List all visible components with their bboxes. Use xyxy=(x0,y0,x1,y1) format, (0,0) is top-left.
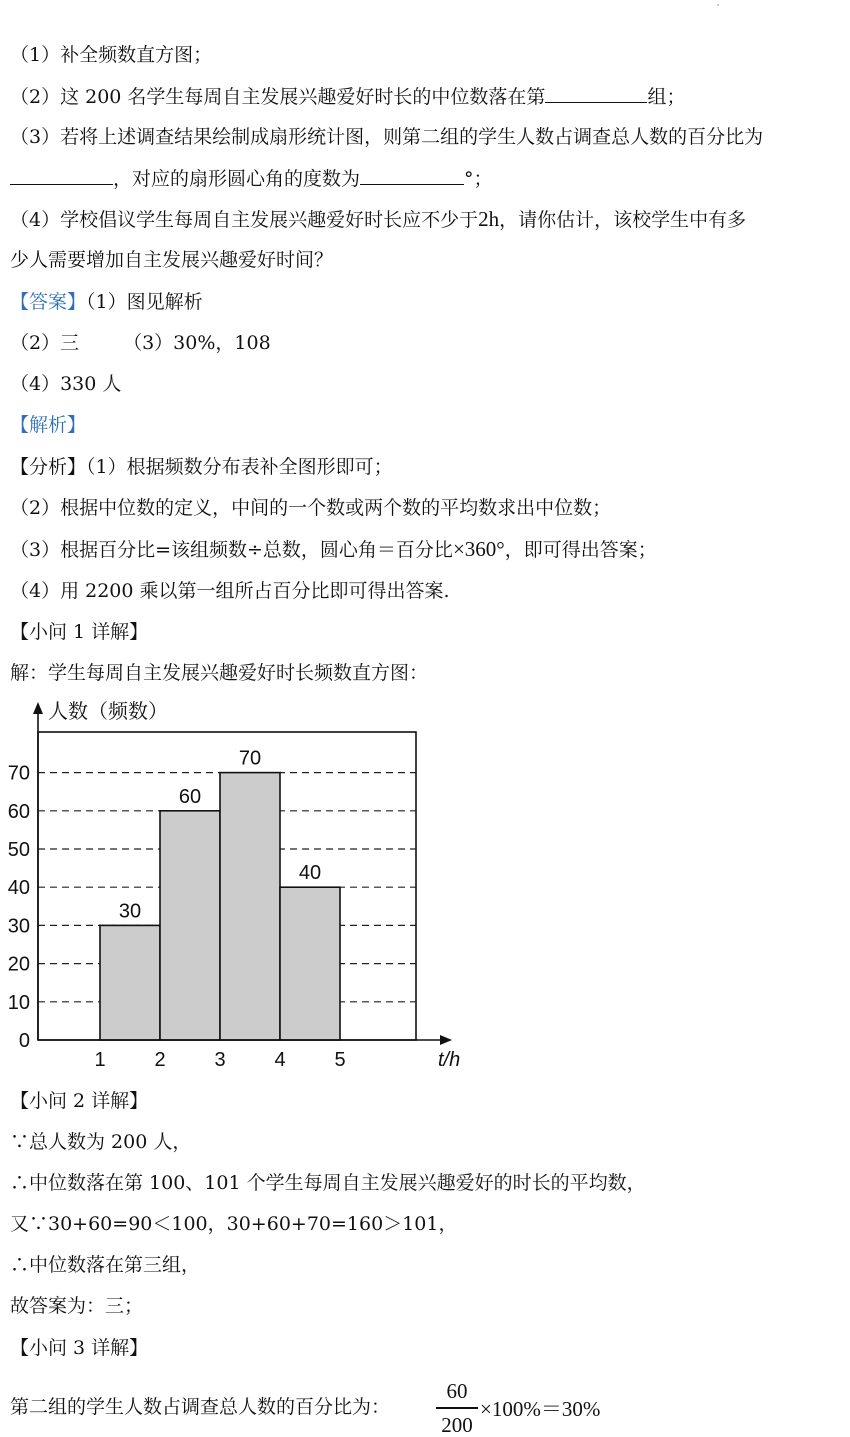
scan-speck xyxy=(717,4,719,6)
detail2-heading: 【小问 2 详解】 xyxy=(10,1090,149,1112)
y-axis-label: 人数（频数） xyxy=(48,701,168,723)
analysis-line3-text: （3）根据百分比=该组频数÷总数，圆心角＝百分比 xyxy=(10,539,453,561)
fraction xyxy=(436,1379,478,1437)
question-2-text: （2）这 200 名学生每周自主发展兴趣爱好时长的中位数落在第 xyxy=(10,86,546,108)
answer-line1 xyxy=(10,290,203,314)
y-tick-label: 50 xyxy=(7,839,30,861)
analysis-tag: 【解析】 xyxy=(10,414,87,436)
answer-4: （4）330 人 xyxy=(10,373,122,395)
question-3-line2 xyxy=(10,166,493,191)
x-axis-label: t/h xyxy=(438,1049,461,1071)
detail2-line3: 又∵30+60=90＜100，30+60+70=160＞101， xyxy=(10,1213,458,1235)
answer-1: （1）图见解析 xyxy=(86,291,203,313)
fraction-denominator: 200 xyxy=(441,1412,473,1437)
y-tick-label: 10 xyxy=(7,991,30,1014)
answer-blank-percent xyxy=(10,166,113,185)
analysis-line3-math: ×360° xyxy=(452,537,505,561)
y-tick-label: 0 xyxy=(18,1030,30,1052)
question-4-text: （4）学校倡议学生每周自主发展兴趣爱好时长应不少于 xyxy=(10,209,479,231)
fraction-numerator: 60 xyxy=(446,1379,468,1403)
bar-value-label: 30 xyxy=(118,900,142,923)
bar-3 xyxy=(220,773,280,1040)
answer-line2 xyxy=(10,331,271,355)
y-axis-arrow xyxy=(33,702,43,714)
detail3-text: 第二组的学生人数占调查总人数的百分比为： xyxy=(10,1396,391,1418)
analysis-line3 xyxy=(10,537,657,562)
question-2-suffix: 组； xyxy=(647,86,686,108)
y-tick-label: 20 xyxy=(7,953,30,976)
analysis-line2: （2）根据中位数的定义，中间的一个数或两个数的平均数求出中位数； xyxy=(10,497,612,519)
question-4-unit: 2h xyxy=(478,207,500,231)
x-axis-arrow xyxy=(440,1035,452,1045)
detail2-line5: 故答案为：三； xyxy=(10,1295,144,1317)
bar-1 xyxy=(100,925,160,1040)
detail2-line1: ∵总人数为 200 人， xyxy=(10,1131,192,1153)
question-4-rest: ，请你估计，该校学生中有多 xyxy=(499,209,747,231)
answer-2: （2）三 xyxy=(10,332,80,354)
detail2-line2: ∴中位数落在第 100、101 个学生每周自主发展兴趣爱好的时长的平均数， xyxy=(10,1172,646,1194)
answer-blank-degree xyxy=(360,166,464,185)
y-tick-label: 60 xyxy=(7,800,30,823)
bar-2 xyxy=(160,811,220,1040)
y-tick-label: 70 xyxy=(7,762,30,785)
detail1-heading: 【小问 1 详解】 xyxy=(10,621,149,643)
analysis-line1 xyxy=(10,455,393,479)
analysis-line4: （4）用 2200 乘以第一组所占百分比即可得出答案. xyxy=(10,580,450,602)
bar-value-label: 60 xyxy=(178,785,202,808)
histogram-chart xyxy=(0,694,480,1078)
detail2-line4: ∴中位数落在第三组， xyxy=(10,1254,201,1276)
bar-value-label: 70 xyxy=(238,747,262,770)
question-3-end: °； xyxy=(464,168,493,190)
analysis-fenxi-1: （1）根据频数分布表补全图形即可； xyxy=(86,456,393,478)
analysis-fenxi-tag: 【分析】 xyxy=(10,456,87,478)
x-tick-label: 4 xyxy=(274,1049,286,1071)
bar-4 xyxy=(280,887,340,1040)
y-tick-label: 30 xyxy=(7,915,30,938)
question-1: （1）补全频数直方图； xyxy=(10,44,213,66)
bar-value-label: 40 xyxy=(298,862,322,885)
answer-3: （3）30%，108 xyxy=(123,332,271,354)
detail1-intro: 解：学生每周自主发展兴趣爱好时长频数直方图： xyxy=(10,662,429,684)
answer-blank-group xyxy=(545,84,647,103)
x-tick-label: 2 xyxy=(154,1049,166,1071)
x-tick-label: 1 xyxy=(94,1049,106,1071)
question-3-mid: ，对应的扇形圆心角的度数为 xyxy=(113,168,361,190)
x-tick-label: 5 xyxy=(334,1049,346,1071)
question-3-line1: （3）若将上述调查结果绘制成扇形统计图，则第二组的学生人数占调查总人数的百分比为 xyxy=(10,126,764,148)
detail3-heading: 【小问 3 详解】 xyxy=(10,1337,149,1359)
x-tick-label: 3 xyxy=(214,1049,226,1071)
analysis-line3-end: ，即可得出答案； xyxy=(504,539,657,561)
answer-tag: 【答案】 xyxy=(10,291,87,313)
question-4-line2: 少人需要增加自主发展兴趣爱好时间？ xyxy=(10,249,334,271)
fraction-result: ×100%＝30% xyxy=(480,1397,601,1421)
y-tick-label: 40 xyxy=(7,877,30,900)
question-2 xyxy=(10,84,685,109)
question-4-line1 xyxy=(10,207,746,232)
fraction-bar xyxy=(436,1407,478,1409)
